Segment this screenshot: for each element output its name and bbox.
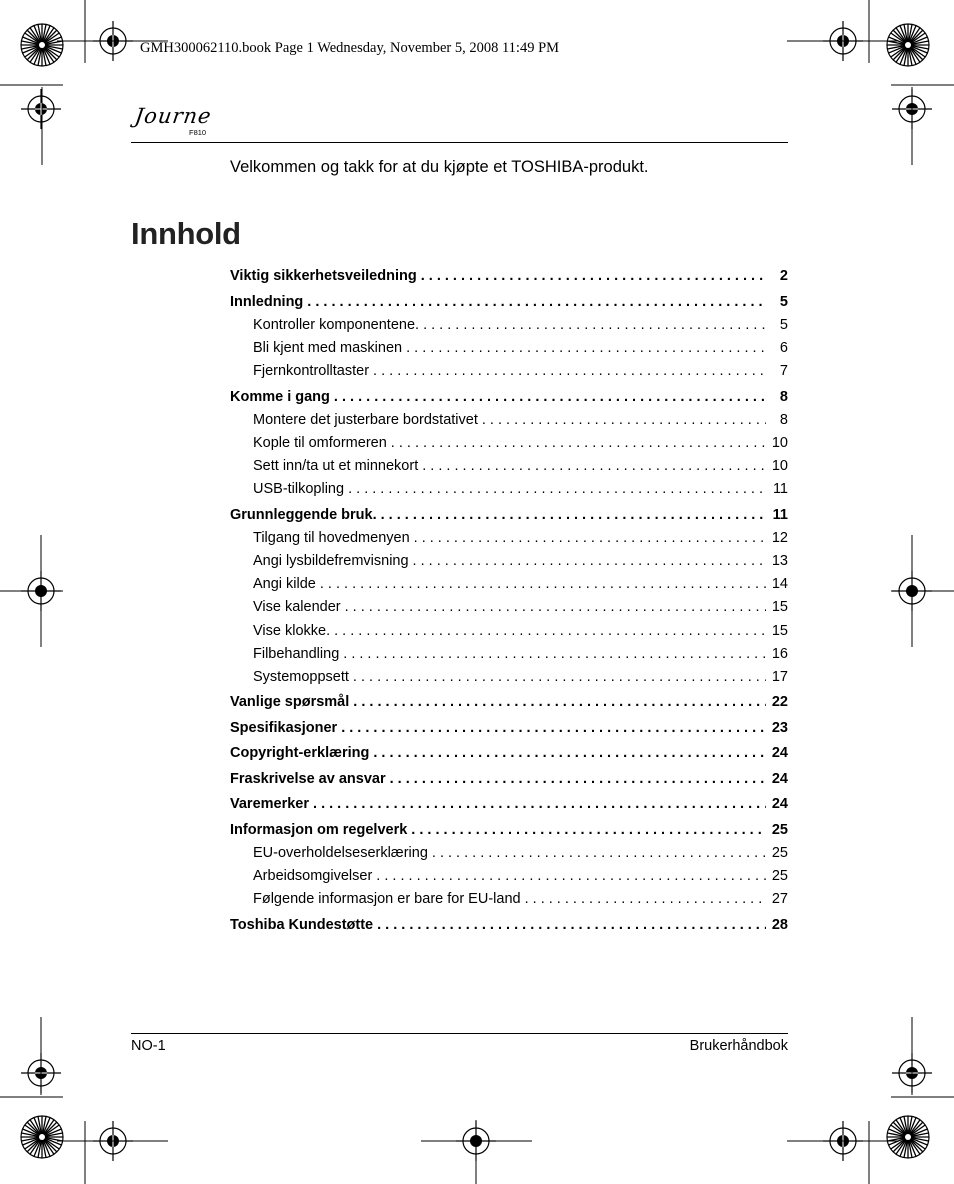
toc-entry[interactable]: [230, 388, 788, 406]
toc-dot-leader: [406, 339, 766, 357]
toc-entry-page: 13: [771, 553, 788, 569]
toc-entry-page: 25: [771, 868, 788, 884]
toc-entry-page: 11: [772, 507, 788, 523]
toc-dot-leader: [414, 529, 766, 547]
toc-dot-leader: [377, 916, 766, 934]
footer-doc-name: Brukerhåndbok: [689, 1038, 788, 1054]
toc-entry[interactable]: [230, 293, 788, 311]
toc-entry-label: Montere det justerbare bordstativet: [253, 412, 478, 428]
toc-entry[interactable]: [230, 795, 788, 813]
toc-entry[interactable]: [230, 267, 788, 285]
toc-dot-leader: [334, 622, 766, 640]
toc-entry-page: 25: [771, 822, 788, 838]
toc-entry-label: Spesifikasjoner: [230, 720, 338, 736]
toc-entry[interactable]: [230, 744, 788, 762]
toc-entry[interactable]: [230, 719, 788, 737]
toc-dot-leader: [373, 744, 766, 762]
toc-dot-leader: [381, 506, 766, 524]
toc-entry-page: 24: [771, 771, 788, 787]
toc-entry-label: Fjernkontrolltaster: [253, 363, 370, 379]
toc-entry-label: Sett inn/ta ut et minnekort: [253, 458, 419, 474]
toc-entry-label: USB-tilkopling: [253, 481, 345, 497]
toc-dot-leader: [345, 598, 766, 616]
toc-entry-label: Varemerker: [230, 796, 310, 812]
toc-entry-label: Vise klokke.: [253, 623, 331, 639]
toc-entry-label: Vise kalender: [253, 599, 341, 615]
toc-dot-leader: [432, 844, 766, 862]
toc-entry[interactable]: [230, 668, 788, 686]
toc-entry[interactable]: [230, 844, 788, 862]
toc-entry-label: Angi kilde: [253, 576, 316, 592]
toc-entry-label: Komme i gang: [230, 389, 330, 405]
toc-entry-page: 8: [779, 412, 788, 428]
toc-dot-leader: [376, 867, 766, 885]
toc-entry[interactable]: [230, 598, 788, 616]
toc-entry[interactable]: [230, 529, 788, 547]
toc-entry[interactable]: [230, 622, 788, 640]
toc-entry[interactable]: [230, 316, 788, 334]
toc-dot-leader: [421, 267, 766, 285]
toc-dot-leader: [353, 693, 766, 711]
toc-dot-leader: [334, 388, 766, 406]
print-file-info: GMH300062110.book Page 1 Wednesday, November 5, 2008 11:49 PM: [140, 40, 560, 56]
toc-entry-page: 10: [771, 458, 788, 474]
toc-entry[interactable]: [230, 916, 788, 934]
toc-dot-leader: [423, 316, 766, 334]
toc-entry[interactable]: [230, 411, 788, 429]
toc-entry[interactable]: [230, 434, 788, 452]
toc-dot-leader: [307, 293, 766, 311]
toc-dot-leader: [320, 575, 766, 593]
toc-entry-page: 24: [771, 796, 788, 812]
toc-entry-page: 27: [771, 891, 788, 907]
toc-entry-page: 16: [771, 646, 788, 662]
toc-entry[interactable]: [230, 770, 788, 788]
toc-entry[interactable]: [230, 890, 788, 908]
toc-entry-label: Systemoppsett: [253, 669, 349, 685]
toc-dot-leader: [343, 645, 766, 663]
toc-entry[interactable]: [230, 867, 788, 885]
toc-entry-page: 7: [779, 363, 788, 379]
toc-dot-leader: [391, 434, 766, 452]
toc-dot-leader: [341, 719, 766, 737]
toc-entry-page: 22: [771, 694, 788, 710]
toc-dot-leader: [390, 770, 766, 788]
toc-entry-page: 8: [779, 389, 788, 405]
toc-entry-page: 15: [771, 623, 788, 639]
toc-entry-label: Copyright-erklæring: [230, 745, 370, 761]
toc-entry-label: Angi lysbildefremvisning: [253, 553, 409, 569]
toc-entry[interactable]: [230, 552, 788, 570]
toc-entry-page: 10: [771, 435, 788, 451]
toc-entry-label: Bli kjent med maskinen: [253, 340, 403, 356]
toc-dot-leader: [353, 668, 766, 686]
toc-entry-label: Kontroller komponentene.: [253, 317, 420, 333]
header-divider: [131, 142, 788, 143]
toc-dot-leader: [313, 795, 766, 813]
page-title: Innhold: [131, 216, 241, 251]
toc-entry[interactable]: [230, 506, 788, 524]
toc-entry-page: 5: [779, 317, 788, 333]
toc-entry-label: Arbeidsomgivelser: [253, 868, 373, 884]
toc-dot-leader: [422, 457, 766, 475]
toc-entry-page: 24: [771, 745, 788, 761]
toc-entry-page: 11: [772, 481, 788, 497]
toc-entry-label: Innledning: [230, 294, 304, 310]
toc-dot-leader: [413, 552, 766, 570]
toc-entry-page: 12: [771, 530, 788, 546]
toc-entry[interactable]: [230, 339, 788, 357]
toc-entry-label: Toshiba Kundestøtte: [230, 917, 374, 933]
toc-entry[interactable]: [230, 362, 788, 380]
toc-entry-label: Fraskrivelse av ansvar: [230, 771, 386, 787]
toc-entry-label: Viktig sikkerhetsveiledning: [230, 268, 417, 284]
journe-logo: [131, 102, 221, 142]
toc-entry[interactable]: [230, 821, 788, 839]
logo-model-text: F810: [189, 128, 207, 137]
toc-entry[interactable]: [230, 480, 788, 498]
toc-entry-label: Informasjon om regelverk: [230, 822, 408, 838]
toc-entry-page: 28: [771, 917, 788, 933]
toc-dot-leader: [525, 890, 766, 908]
logo-script-text: Journe: [133, 104, 214, 128]
toc-entry-page: 25: [771, 845, 788, 861]
footer-divider: [131, 1033, 788, 1034]
toc-entry[interactable]: [230, 457, 788, 475]
toc-entry-page: 14: [771, 576, 788, 592]
toc-entry-page: 6: [779, 340, 788, 356]
toc-entry-page: 15: [771, 599, 788, 615]
welcome-text: Velkommen og takk for at du kjøpte et TOSHIBA-produkt.: [230, 158, 649, 176]
toc-entry-label: Grunnleggende bruk.: [230, 507, 377, 523]
toc-dot-leader: [482, 411, 766, 429]
toc-entry-label: Vanlige spørsmål: [230, 694, 350, 710]
toc-dot-leader: [411, 821, 766, 839]
toc-entry-label: Tilgang til hovedmenyen: [253, 530, 410, 546]
toc-entry-page: 2: [779, 268, 788, 284]
toc-entry[interactable]: [230, 693, 788, 711]
toc-entry-label: Kople til omformeren: [253, 435, 387, 451]
toc-dot-leader: [373, 362, 766, 380]
toc-entry-page: 23: [771, 720, 788, 736]
toc-entry-page: 17: [771, 669, 788, 685]
toc-entry[interactable]: [230, 575, 788, 593]
toc-entry[interactable]: [230, 645, 788, 663]
toc-entry-page: 5: [779, 294, 788, 310]
footer-page-label: NO-1: [131, 1038, 166, 1054]
toc-entry-label: EU-overholdelseserklæring: [253, 845, 428, 861]
toc-entry-label: Filbehandling: [253, 646, 340, 662]
toc-dot-leader: [348, 480, 766, 498]
toc-entry-label: Følgende informasjon er bare for EU-land: [253, 891, 521, 907]
